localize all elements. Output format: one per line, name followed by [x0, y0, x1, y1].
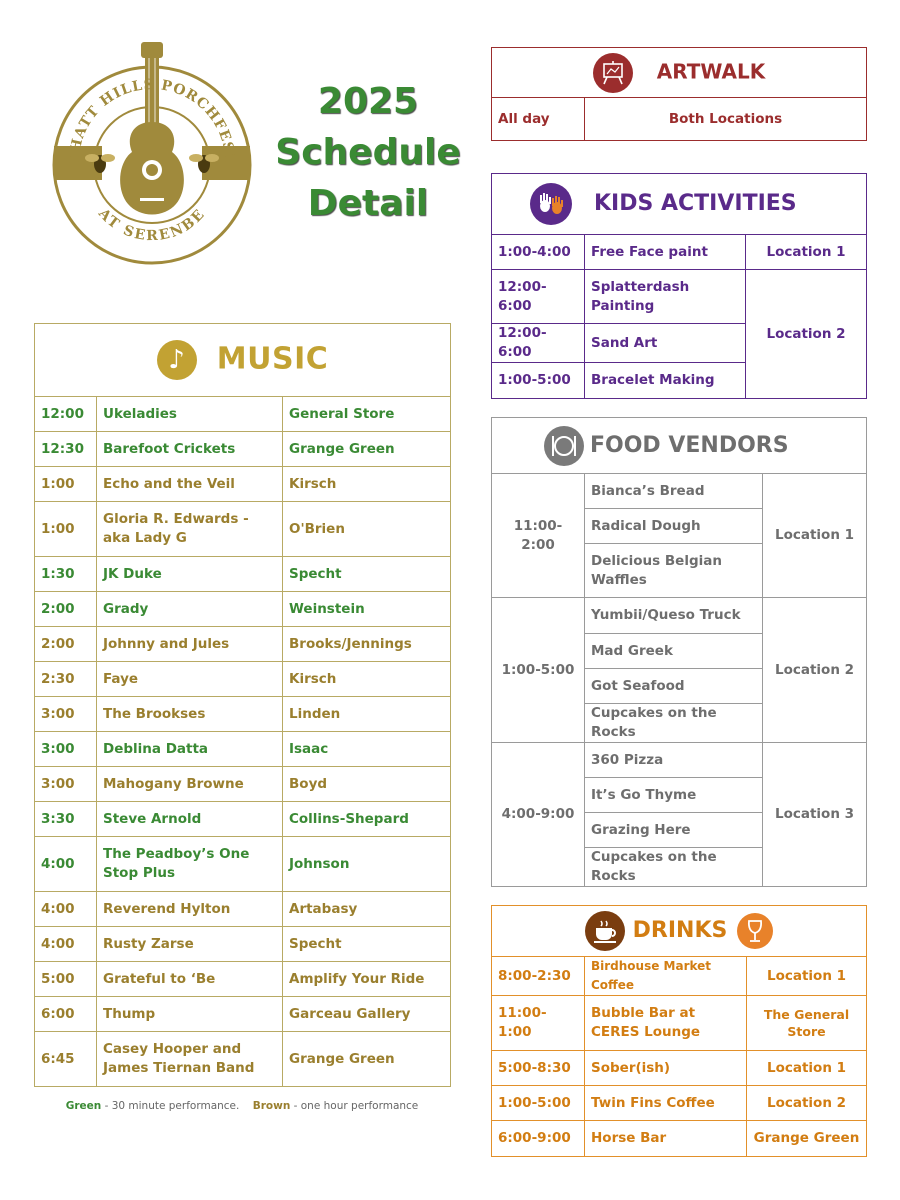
food-row	[492, 598, 867, 634]
music-act: Grateful to ‘Be	[97, 962, 283, 997]
food-vendor: Radical Dough	[585, 509, 763, 544]
title-schedule: Schedule	[275, 132, 461, 173]
music-row	[35, 592, 451, 627]
music-row	[35, 962, 451, 997]
drinks-vendor: Bubble Bar at CERES Lounge	[585, 996, 747, 1051]
drinks-vendor: Horse Bar	[585, 1121, 747, 1157]
music-location: Kirsch	[283, 467, 451, 502]
music-time: 1:30	[35, 557, 97, 592]
handprints-icon	[530, 183, 572, 225]
music-location: Collins-Shepard	[283, 802, 451, 837]
food-vendors-table	[491, 417, 867, 887]
music-location: Brooks/Jennings	[283, 627, 451, 662]
music-row	[35, 432, 451, 467]
music-table	[34, 323, 451, 1087]
artwalk-header	[492, 48, 867, 98]
legend-green-desc: - 30 minute performance.	[101, 1100, 240, 1112]
music-time: 5:00	[35, 962, 97, 997]
svg-text:AT SERENBE: AT SERENBE	[95, 205, 209, 245]
music-time: 1:00	[35, 502, 97, 557]
food-rows	[492, 474, 867, 887]
music-legend	[34, 1100, 450, 1112]
music-time: 6:00	[35, 997, 97, 1032]
music-act: The Brookses	[97, 697, 283, 732]
music-act: Ukeladies	[97, 397, 283, 432]
music-row	[35, 662, 451, 697]
music-act: Casey Hooper and James Tiernan Band	[97, 1032, 283, 1087]
drinks-vendor: Twin Fins Coffee	[585, 1086, 747, 1121]
kids-activities-table	[491, 173, 867, 399]
drinks-location: Grange Green	[747, 1121, 867, 1157]
music-act: Barefoot Crickets	[97, 432, 283, 467]
music-time: 4:00	[35, 927, 97, 962]
music-time: 12:30	[35, 432, 97, 467]
drinks-row	[492, 1051, 867, 1086]
music-row	[35, 802, 451, 837]
kids-location-1: Location 1	[746, 235, 867, 270]
music-time: 4:00	[35, 837, 97, 892]
music-time: 3:30	[35, 802, 97, 837]
food-vendor: Mad Greek	[585, 634, 763, 669]
music-location: Grange Green	[283, 432, 451, 467]
artwalk-location: Both Locations	[585, 98, 867, 141]
music-time: 4:00	[35, 892, 97, 927]
kids-heading: KIDS ACTIVITIES	[594, 191, 797, 216]
music-time: 2:00	[35, 592, 97, 627]
music-act: Deblina Datta	[97, 732, 283, 767]
music-location: Boyd	[283, 767, 451, 802]
drinks-location: Location 1	[747, 957, 867, 996]
music-location: Weinstein	[283, 592, 451, 627]
food-vendor: It’s Go Thyme	[585, 778, 763, 813]
music-row	[35, 927, 451, 962]
drinks-time: 5:00-8:30	[492, 1051, 585, 1086]
food-vendor: Bianca’s Bread	[585, 474, 763, 509]
kids-activity: Sand Art	[585, 324, 746, 363]
kids-header	[492, 174, 867, 235]
coffee-cup-icon	[585, 911, 625, 951]
kids-time: 12:00-6:00	[492, 324, 585, 363]
drinks-rows	[492, 957, 867, 1157]
drinks-row	[492, 1086, 867, 1121]
music-time: 3:00	[35, 767, 97, 802]
legend-brown-label: Brown	[252, 1100, 291, 1112]
kids-time: 1:00-5:00	[492, 363, 585, 399]
food-vendor: Delicious Belgian Waffles	[585, 544, 763, 598]
music-act: Grady	[97, 592, 283, 627]
music-time: 12:00	[35, 397, 97, 432]
food-heading: FOOD VENDORS	[590, 432, 789, 458]
music-act: Thump	[97, 997, 283, 1032]
artwalk-table	[491, 47, 867, 141]
music-act: Mahogany Browne	[97, 767, 283, 802]
drinks-time: 11:00-1:00	[492, 996, 585, 1051]
kids-row	[492, 270, 867, 324]
music-heading: MUSIC	[216, 341, 329, 377]
page-title	[268, 76, 468, 229]
music-row	[35, 697, 451, 732]
music-location: Kirsch	[283, 662, 451, 697]
music-location: Specht	[283, 557, 451, 592]
food-location: Location 2	[763, 598, 867, 743]
legend-green-label: Green	[65, 1100, 102, 1112]
music-time: 2:30	[35, 662, 97, 697]
music-act: Rusty Zarse	[97, 927, 283, 962]
music-act: Echo and the Veil	[97, 467, 283, 502]
music-location: Johnson	[283, 837, 451, 892]
music-row	[35, 767, 451, 802]
kids-header-row	[492, 174, 867, 235]
drinks-location: Location 2	[747, 1086, 867, 1121]
drinks-header-row	[492, 906, 867, 957]
music-header-row	[35, 324, 451, 397]
drinks-location: Location 1	[747, 1051, 867, 1086]
kids-activity: Splatterdash Painting	[585, 270, 746, 324]
wine-glass-icon	[737, 913, 773, 949]
music-act: JK Duke	[97, 557, 283, 592]
music-time: 3:00	[35, 732, 97, 767]
kids-time: 12:00-6:00	[492, 270, 585, 324]
music-row	[35, 1032, 451, 1087]
drinks-location: The General Store	[747, 996, 867, 1051]
porchfest-logo	[52, 40, 252, 266]
music-act: The Peadboy’s One Stop Plus	[97, 837, 283, 892]
artwalk-header-row	[492, 48, 867, 98]
artwalk-time: All day	[492, 98, 585, 141]
drinks-vendor: Sober(ish)	[585, 1051, 747, 1086]
music-row	[35, 837, 451, 892]
music-header	[35, 324, 451, 397]
music-row	[35, 892, 451, 927]
music-time: 3:00	[35, 697, 97, 732]
music-location: Specht	[283, 927, 451, 962]
food-time: 4:00-9:00	[492, 743, 585, 887]
music-row	[35, 502, 451, 557]
drinks-time: 8:00-2:30	[492, 957, 585, 996]
legend-brown-desc: - one hour performance	[290, 1100, 419, 1112]
kids-time: 1:00-4:00	[492, 235, 585, 270]
music-act: Reverend Hylton	[97, 892, 283, 927]
music-time: 2:00	[35, 627, 97, 662]
easel-icon	[593, 53, 633, 93]
music-row	[35, 627, 451, 662]
drinks-time: 6:00-9:00	[492, 1121, 585, 1157]
music-time: 1:00	[35, 467, 97, 502]
music-row	[35, 467, 451, 502]
music-location: Grange Green	[283, 1032, 451, 1087]
music-row	[35, 397, 451, 432]
drinks-header	[492, 906, 867, 957]
music-location: Amplify Your Ride	[283, 962, 451, 997]
drinks-heading: DRINKS	[632, 918, 728, 943]
music-act: Faye	[97, 662, 283, 697]
music-location: Isaac	[283, 732, 451, 767]
music-row	[35, 557, 451, 592]
food-vendor: Grazing Here	[585, 813, 763, 848]
svg-text:CHATT HILLS PORCHFEST: CHATT HILLS PORCHFEST	[66, 76, 238, 166]
music-location: Garceau Gallery	[283, 997, 451, 1032]
food-location: Location 1	[763, 474, 867, 598]
music-location: Linden	[283, 697, 451, 732]
kids-row	[492, 235, 867, 270]
music-location: Artabasy	[283, 892, 451, 927]
music-row	[35, 732, 451, 767]
music-act: Johnny and Jules	[97, 627, 283, 662]
guitar-bees-emblem-icon	[52, 40, 252, 266]
kids-activity: Free Face paint	[585, 235, 746, 270]
music-act: Steve Arnold	[97, 802, 283, 837]
music-note-icon: ♪	[157, 340, 197, 380]
food-vendor: Cupcakes on the Rocks	[585, 848, 763, 887]
artwalk-row	[492, 98, 867, 141]
food-row	[492, 474, 867, 509]
food-vendor: Cupcakes on the Rocks	[585, 704, 763, 743]
drinks-row	[492, 1121, 867, 1157]
food-header-row	[492, 418, 867, 474]
music-location: O'Brien	[283, 502, 451, 557]
food-time: 11:00-2:00	[492, 474, 585, 598]
food-row	[492, 743, 867, 778]
food-vendor: Got Seafood	[585, 669, 763, 704]
food-vendor: 360 Pizza	[585, 743, 763, 778]
kids-location-2: Location 2	[746, 270, 867, 399]
drinks-table	[491, 905, 867, 1157]
food-vendor: Yumbii/Queso Truck	[585, 598, 763, 634]
food-time: 1:00-5:00	[492, 598, 585, 743]
kids-activity: Bracelet Making	[585, 363, 746, 399]
drinks-row	[492, 996, 867, 1051]
artwalk-heading: ARTWALK	[656, 59, 766, 83]
music-row	[35, 997, 451, 1032]
plate-fork-knife-icon	[544, 426, 584, 466]
drinks-row	[492, 957, 867, 996]
music-time: 6:45	[35, 1032, 97, 1087]
title-detail: Detail	[307, 183, 429, 224]
music-rows	[35, 397, 451, 1087]
title-year: 2025	[317, 81, 419, 122]
music-act: Gloria R. Edwards - aka Lady G	[97, 502, 283, 557]
drinks-time: 1:00-5:00	[492, 1086, 585, 1121]
food-location: Location 3	[763, 743, 867, 887]
drinks-vendor: Birdhouse Market Coffee	[585, 957, 747, 996]
food-header	[492, 418, 867, 474]
music-location: General Store	[283, 397, 451, 432]
